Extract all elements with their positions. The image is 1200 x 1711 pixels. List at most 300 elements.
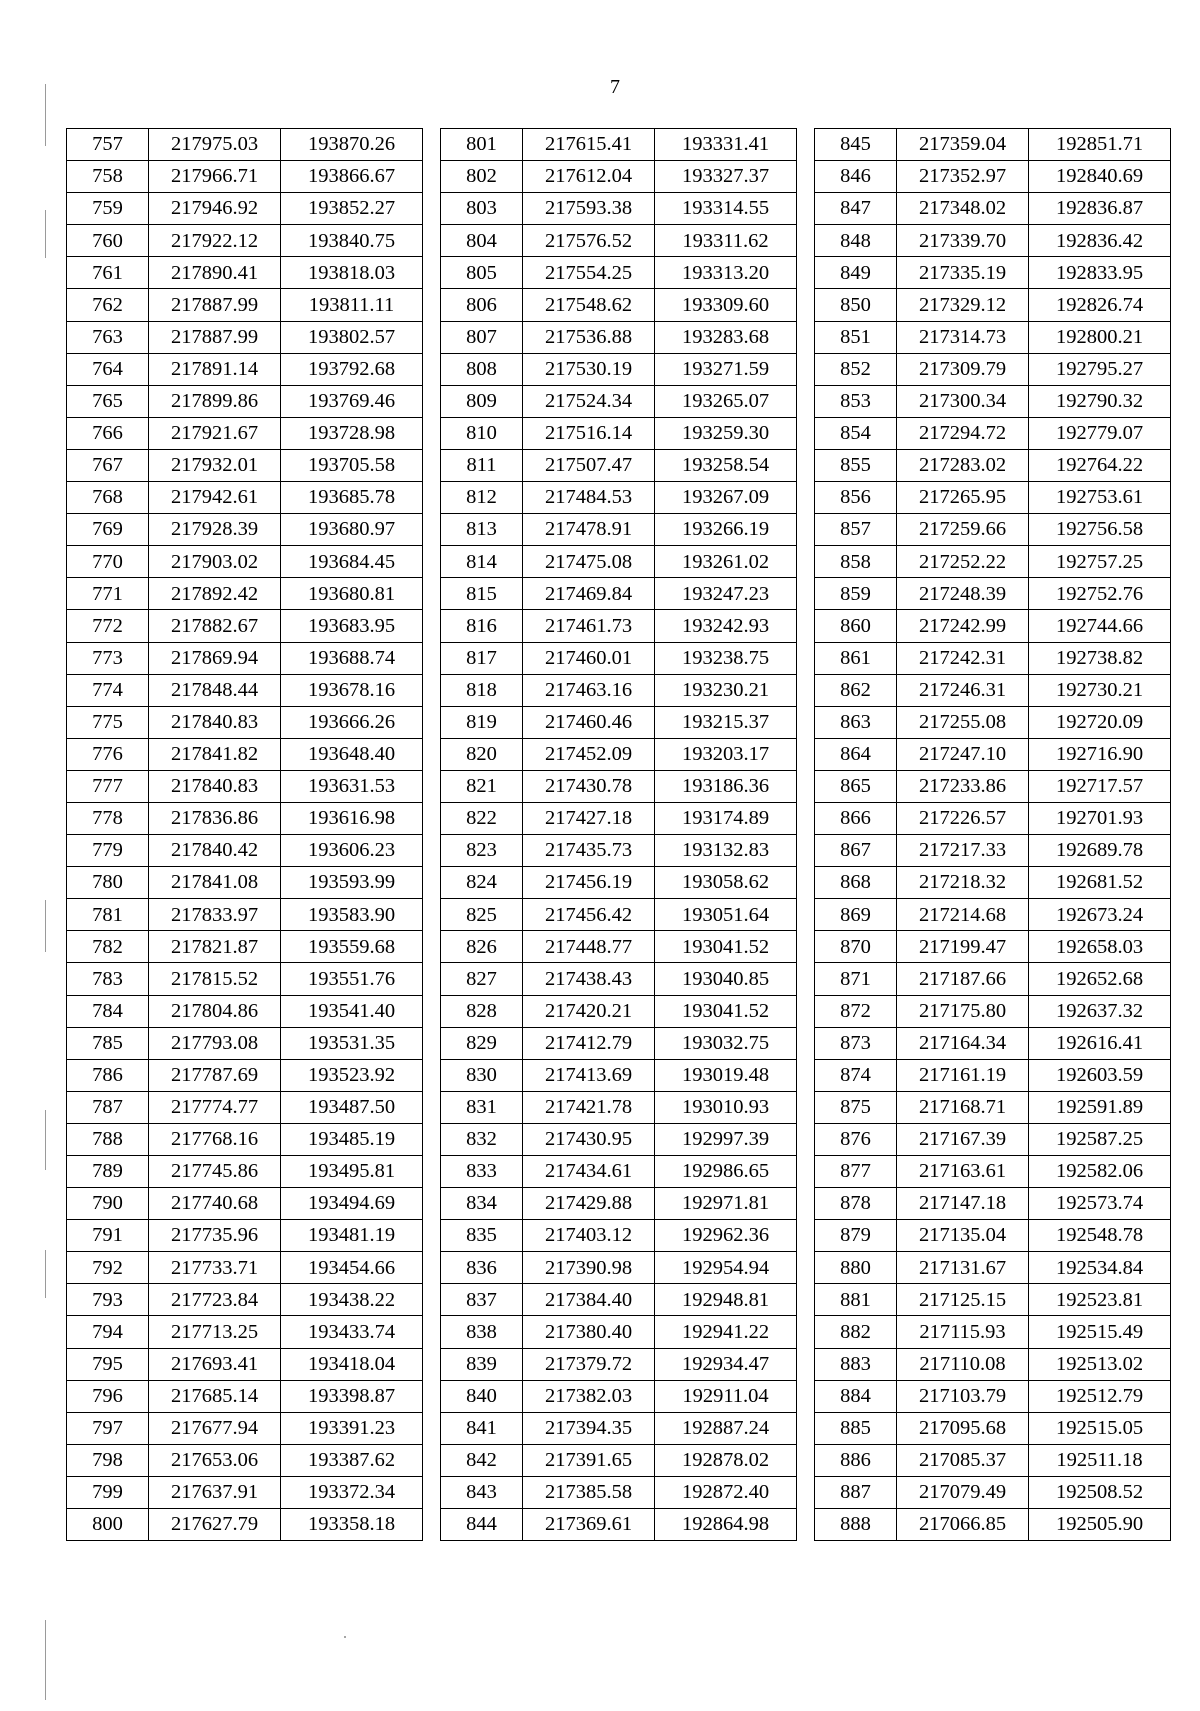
x-coordinate-cell: 217882.67 [149,610,281,642]
table-row [67,1091,423,1123]
y-coordinate-cell: 192986.65 [655,1156,797,1188]
x-coordinate-cell: 217427.18 [523,802,655,834]
table-row [67,1220,423,1252]
point-number-cell: 776 [67,738,149,770]
x-coordinate-cell: 217921.67 [149,417,281,449]
point-number-cell: 797 [67,1412,149,1444]
table-row [67,1188,423,1220]
y-coordinate-cell: 193678.16 [281,674,423,706]
x-coordinate-cell: 217891.14 [149,353,281,385]
x-coordinate-cell: 217456.19 [523,867,655,899]
y-coordinate-cell: 193019.48 [655,1059,797,1091]
x-coordinate-cell: 217452.09 [523,738,655,770]
x-coordinate-cell: 217735.96 [149,1220,281,1252]
table-row [441,546,797,578]
y-coordinate-cell: 193265.07 [655,385,797,417]
x-coordinate-cell: 217429.88 [523,1188,655,1220]
y-coordinate-cell: 193728.98 [281,417,423,449]
point-number-cell: 810 [441,417,523,449]
point-number-cell: 763 [67,321,149,353]
y-coordinate-cell: 193551.76 [281,963,423,995]
x-coordinate-cell: 217095.68 [897,1412,1029,1444]
x-coordinate-cell: 217390.98 [523,1252,655,1284]
table-row [67,129,423,161]
table-row [815,674,1171,706]
point-number-cell: 836 [441,1252,523,1284]
x-coordinate-cell: 217434.61 [523,1156,655,1188]
point-number-cell: 835 [441,1220,523,1252]
y-coordinate-cell: 193485.19 [281,1123,423,1155]
table-row [441,963,797,995]
x-coordinate-cell: 217733.71 [149,1252,281,1284]
x-coordinate-cell: 217887.99 [149,289,281,321]
table-row [441,1027,797,1059]
table-row [441,225,797,257]
point-number-cell: 837 [441,1284,523,1316]
x-coordinate-cell: 217723.84 [149,1284,281,1316]
y-coordinate-cell: 192934.47 [655,1348,797,1380]
x-coordinate-cell: 217478.91 [523,514,655,546]
point-number-cell: 862 [815,674,897,706]
x-coordinate-cell: 217247.10 [897,738,1029,770]
y-coordinate-cell: 193487.50 [281,1091,423,1123]
table-row [67,161,423,193]
y-coordinate-cell: 192582.06 [1029,1156,1171,1188]
y-coordinate-cell: 193866.67 [281,161,423,193]
point-number-cell: 888 [815,1509,897,1541]
x-coordinate-cell: 217536.88 [523,321,655,353]
table-row [441,353,797,385]
point-number-cell: 842 [441,1444,523,1476]
y-coordinate-cell: 192673.24 [1029,899,1171,931]
table-row [67,321,423,353]
y-coordinate-cell: 192790.32 [1029,385,1171,417]
y-coordinate-cell: 193631.53 [281,770,423,802]
y-coordinate-cell: 193802.57 [281,321,423,353]
x-coordinate-cell: 217066.85 [897,1509,1029,1541]
x-coordinate-cell: 217259.66 [897,514,1029,546]
x-coordinate-cell: 217242.99 [897,610,1029,642]
table-row [815,1220,1171,1252]
point-number-cell: 768 [67,482,149,514]
scan-edge-mark [45,1250,46,1298]
point-number-cell: 884 [815,1380,897,1412]
point-number-cell: 786 [67,1059,149,1091]
y-coordinate-cell: 192836.42 [1029,225,1171,257]
x-coordinate-cell: 217163.61 [897,1156,1029,1188]
y-coordinate-cell: 193040.85 [655,963,797,995]
x-coordinate-cell: 217079.49 [897,1476,1029,1508]
table-row [815,449,1171,481]
y-coordinate-cell: 193495.81 [281,1156,423,1188]
y-coordinate-cell: 192757.25 [1029,546,1171,578]
table-row [815,1348,1171,1380]
x-coordinate-cell: 217815.52 [149,963,281,995]
table-row [441,1220,797,1252]
point-number-cell: 870 [815,931,897,963]
y-coordinate-cell: 193372.34 [281,1476,423,1508]
x-coordinate-cell: 217214.68 [897,899,1029,931]
y-coordinate-cell: 192587.25 [1029,1123,1171,1155]
y-coordinate-cell: 192717.57 [1029,770,1171,802]
y-coordinate-cell: 193032.75 [655,1027,797,1059]
point-number-cell: 828 [441,995,523,1027]
point-number-cell: 886 [815,1444,897,1476]
point-number-cell: 846 [815,161,897,193]
point-number-cell: 784 [67,995,149,1027]
y-coordinate-cell: 193870.26 [281,129,423,161]
x-coordinate-cell: 217265.95 [897,482,1029,514]
point-number-cell: 866 [815,802,897,834]
point-number-cell: 849 [815,257,897,289]
x-coordinate-cell: 217966.71 [149,161,281,193]
table-row [441,706,797,738]
table-row [67,835,423,867]
point-number-cell: 779 [67,835,149,867]
table-row [441,1380,797,1412]
table-row [67,257,423,289]
table-row [815,963,1171,995]
point-number-cell: 877 [815,1156,897,1188]
point-number-cell: 826 [441,931,523,963]
x-coordinate-cell: 217359.04 [897,129,1029,161]
y-coordinate-cell: 193331.41 [655,129,797,161]
point-number-cell: 809 [441,385,523,417]
table-row [815,1156,1171,1188]
point-number-cell: 791 [67,1220,149,1252]
point-number-cell: 761 [67,257,149,289]
x-coordinate-cell: 217226.57 [897,802,1029,834]
y-coordinate-cell: 192764.22 [1029,449,1171,481]
x-coordinate-cell: 217804.86 [149,995,281,1027]
x-coordinate-cell: 217391.65 [523,1444,655,1476]
table-row [441,1059,797,1091]
point-number-cell: 819 [441,706,523,738]
y-coordinate-cell: 192511.18 [1029,1444,1171,1476]
table-row [441,1284,797,1316]
table-row [815,546,1171,578]
x-coordinate-cell: 217787.69 [149,1059,281,1091]
table-row [441,1188,797,1220]
x-coordinate-cell: 217774.77 [149,1091,281,1123]
point-number-cell: 851 [815,321,897,353]
x-coordinate-cell: 217385.58 [523,1476,655,1508]
point-number-cell: 830 [441,1059,523,1091]
point-number-cell: 758 [67,161,149,193]
table-row [67,546,423,578]
x-coordinate-cell: 217942.61 [149,482,281,514]
table-row [815,1380,1171,1412]
point-number-cell: 873 [815,1027,897,1059]
y-coordinate-cell: 192962.36 [655,1220,797,1252]
y-coordinate-cell: 192887.24 [655,1412,797,1444]
point-number-cell: 843 [441,1476,523,1508]
y-coordinate-cell: 193705.58 [281,449,423,481]
table-row [67,1156,423,1188]
point-number-cell: 871 [815,963,897,995]
point-number-cell: 839 [441,1348,523,1380]
table-row [815,161,1171,193]
y-coordinate-cell: 193132.83 [655,835,797,867]
point-number-cell: 795 [67,1348,149,1380]
x-coordinate-cell: 217475.08 [523,546,655,578]
y-coordinate-cell: 193203.17 [655,738,797,770]
point-number-cell: 805 [441,257,523,289]
x-coordinate-cell: 217841.08 [149,867,281,899]
table-row [67,963,423,995]
point-number-cell: 772 [67,610,149,642]
x-coordinate-cell: 217242.31 [897,642,1029,674]
x-coordinate-cell: 217833.97 [149,899,281,931]
y-coordinate-cell: 193606.23 [281,835,423,867]
x-coordinate-cell: 217653.06 [149,1444,281,1476]
table-row [67,995,423,1027]
x-coordinate-cell: 217335.19 [897,257,1029,289]
table-row [815,1476,1171,1508]
table-row [815,321,1171,353]
table-row [441,610,797,642]
y-coordinate-cell: 193313.20 [655,257,797,289]
table-row [67,514,423,546]
point-number-cell: 765 [67,385,149,417]
y-coordinate-cell: 193792.68 [281,353,423,385]
x-coordinate-cell: 217382.03 [523,1380,655,1412]
table-row [441,1476,797,1508]
table-row [67,385,423,417]
y-coordinate-cell: 193186.36 [655,770,797,802]
table-row [441,995,797,1027]
x-coordinate-cell: 217164.34 [897,1027,1029,1059]
point-number-cell: 790 [67,1188,149,1220]
point-number-cell: 827 [441,963,523,995]
x-coordinate-cell: 217348.02 [897,193,1029,225]
y-coordinate-cell: 192744.66 [1029,610,1171,642]
y-coordinate-cell: 193051.64 [655,899,797,931]
point-number-cell: 869 [815,899,897,931]
y-coordinate-cell: 193680.97 [281,514,423,546]
y-coordinate-cell: 192752.76 [1029,578,1171,610]
table-row [815,1123,1171,1155]
y-coordinate-cell: 193398.87 [281,1380,423,1412]
x-coordinate-cell: 217246.31 [897,674,1029,706]
y-coordinate-cell: 192941.22 [655,1316,797,1348]
x-coordinate-cell: 217115.93 [897,1316,1029,1348]
point-number-cell: 874 [815,1059,897,1091]
x-coordinate-cell: 217892.42 [149,578,281,610]
point-number-cell: 792 [67,1252,149,1284]
y-coordinate-cell: 193454.66 [281,1252,423,1284]
point-number-cell: 759 [67,193,149,225]
x-coordinate-cell: 217314.73 [897,321,1029,353]
y-coordinate-cell: 193680.81 [281,578,423,610]
table-row [441,899,797,931]
point-number-cell: 785 [67,1027,149,1059]
y-coordinate-cell: 192840.69 [1029,161,1171,193]
point-number-cell: 789 [67,1156,149,1188]
point-number-cell: 757 [67,129,149,161]
y-coordinate-cell: 192701.93 [1029,802,1171,834]
y-coordinate-cell: 193433.74 [281,1316,423,1348]
x-coordinate-cell: 217187.66 [897,963,1029,995]
table-row [815,706,1171,738]
y-coordinate-cell: 192689.78 [1029,835,1171,867]
table-row [67,417,423,449]
table-row [67,1348,423,1380]
y-coordinate-cell: 192591.89 [1029,1091,1171,1123]
x-coordinate-cell: 217161.19 [897,1059,1029,1091]
x-coordinate-cell: 217548.62 [523,289,655,321]
point-number-cell: 887 [815,1476,897,1508]
y-coordinate-cell: 193267.09 [655,482,797,514]
table-row [815,899,1171,931]
y-coordinate-cell: 193041.52 [655,995,797,1027]
x-coordinate-cell: 217199.47 [897,931,1029,963]
x-coordinate-cell: 217110.08 [897,1348,1029,1380]
point-number-cell: 879 [815,1220,897,1252]
y-coordinate-cell: 193010.93 [655,1091,797,1123]
table-row [67,770,423,802]
table-row [815,1509,1171,1541]
x-coordinate-cell: 217329.12 [897,289,1029,321]
y-coordinate-cell: 193261.02 [655,546,797,578]
table-row [67,738,423,770]
table-row [441,1444,797,1476]
y-coordinate-cell: 193327.37 [655,161,797,193]
table-row [815,1188,1171,1220]
x-coordinate-cell: 217890.41 [149,257,281,289]
y-coordinate-cell: 193683.95 [281,610,423,642]
table-row [67,610,423,642]
point-number-cell: 780 [67,867,149,899]
y-coordinate-cell: 193688.74 [281,642,423,674]
table-row [815,129,1171,161]
y-coordinate-cell: 193242.93 [655,610,797,642]
y-coordinate-cell: 193523.92 [281,1059,423,1091]
y-coordinate-cell: 193058.62 [655,867,797,899]
table-row [815,770,1171,802]
table-row [67,578,423,610]
table-row [441,417,797,449]
table-row [815,353,1171,385]
table-row [441,193,797,225]
table-row [815,257,1171,289]
x-coordinate-cell: 217369.61 [523,1509,655,1541]
point-number-cell: 788 [67,1123,149,1155]
x-coordinate-cell: 217899.86 [149,385,281,417]
y-coordinate-cell: 192826.74 [1029,289,1171,321]
point-number-cell: 764 [67,353,149,385]
point-number-cell: 766 [67,417,149,449]
x-coordinate-cell: 217685.14 [149,1380,281,1412]
x-coordinate-cell: 217677.94 [149,1412,281,1444]
table-row [815,610,1171,642]
table-row [67,1316,423,1348]
point-number-cell: 859 [815,578,897,610]
table-row [67,1476,423,1508]
x-coordinate-cell: 217103.79 [897,1380,1029,1412]
x-coordinate-cell: 217627.79 [149,1509,281,1541]
x-coordinate-cell: 217869.94 [149,642,281,674]
y-coordinate-cell: 193769.46 [281,385,423,417]
point-number-cell: 863 [815,706,897,738]
x-coordinate-cell: 217255.08 [897,706,1029,738]
table-row [815,642,1171,674]
table-row [67,642,423,674]
table-row [67,706,423,738]
y-coordinate-cell: 193418.04 [281,1348,423,1380]
x-coordinate-cell: 217339.70 [897,225,1029,257]
y-coordinate-cell: 193259.30 [655,417,797,449]
point-number-cell: 829 [441,1027,523,1059]
point-number-cell: 798 [67,1444,149,1476]
y-coordinate-cell: 192548.78 [1029,1220,1171,1252]
y-coordinate-cell: 193309.60 [655,289,797,321]
x-coordinate-cell: 217168.71 [897,1091,1029,1123]
x-coordinate-cell: 217252.22 [897,546,1029,578]
x-coordinate-cell: 217821.87 [149,931,281,963]
y-coordinate-cell: 192948.81 [655,1284,797,1316]
y-coordinate-cell: 193283.68 [655,321,797,353]
point-number-cell: 806 [441,289,523,321]
table-row [67,1509,423,1541]
table-row [441,1091,797,1123]
y-coordinate-cell: 193358.18 [281,1509,423,1541]
point-number-cell: 883 [815,1348,897,1380]
x-coordinate-cell: 217294.72 [897,417,1029,449]
table-row [815,995,1171,1027]
x-coordinate-cell: 217593.38 [523,193,655,225]
x-coordinate-cell: 217922.12 [149,225,281,257]
table-row [815,931,1171,963]
x-coordinate-cell: 217438.43 [523,963,655,995]
x-coordinate-cell: 217403.12 [523,1220,655,1252]
x-coordinate-cell: 217637.91 [149,1476,281,1508]
table-row [441,835,797,867]
x-coordinate-cell: 217413.69 [523,1059,655,1091]
table-row [67,225,423,257]
x-coordinate-cell: 217217.33 [897,835,1029,867]
point-number-cell: 762 [67,289,149,321]
point-number-cell: 831 [441,1091,523,1123]
y-coordinate-cell: 192756.58 [1029,514,1171,546]
point-number-cell: 787 [67,1091,149,1123]
x-coordinate-cell: 217460.01 [523,642,655,674]
y-coordinate-cell: 192505.90 [1029,1509,1171,1541]
table-row [67,931,423,963]
x-coordinate-cell: 217928.39 [149,514,281,546]
y-coordinate-cell: 193387.62 [281,1444,423,1476]
y-coordinate-cell: 193481.19 [281,1220,423,1252]
table-row [67,1444,423,1476]
x-coordinate-cell: 217435.73 [523,835,655,867]
table-row [815,1091,1171,1123]
table-row [67,449,423,481]
table-row [441,674,797,706]
y-coordinate-cell: 193852.27 [281,193,423,225]
point-number-cell: 794 [67,1316,149,1348]
x-coordinate-cell: 217460.46 [523,706,655,738]
y-coordinate-cell: 192523.81 [1029,1284,1171,1316]
point-number-cell: 771 [67,578,149,610]
y-coordinate-cell: 193616.98 [281,802,423,834]
point-number-cell: 861 [815,642,897,674]
table-row [441,257,797,289]
point-number-cell: 860 [815,610,897,642]
y-coordinate-cell: 192512.79 [1029,1380,1171,1412]
x-coordinate-cell: 217430.78 [523,770,655,802]
x-coordinate-cell: 217530.19 [523,353,655,385]
scan-edge-mark [45,1110,46,1170]
